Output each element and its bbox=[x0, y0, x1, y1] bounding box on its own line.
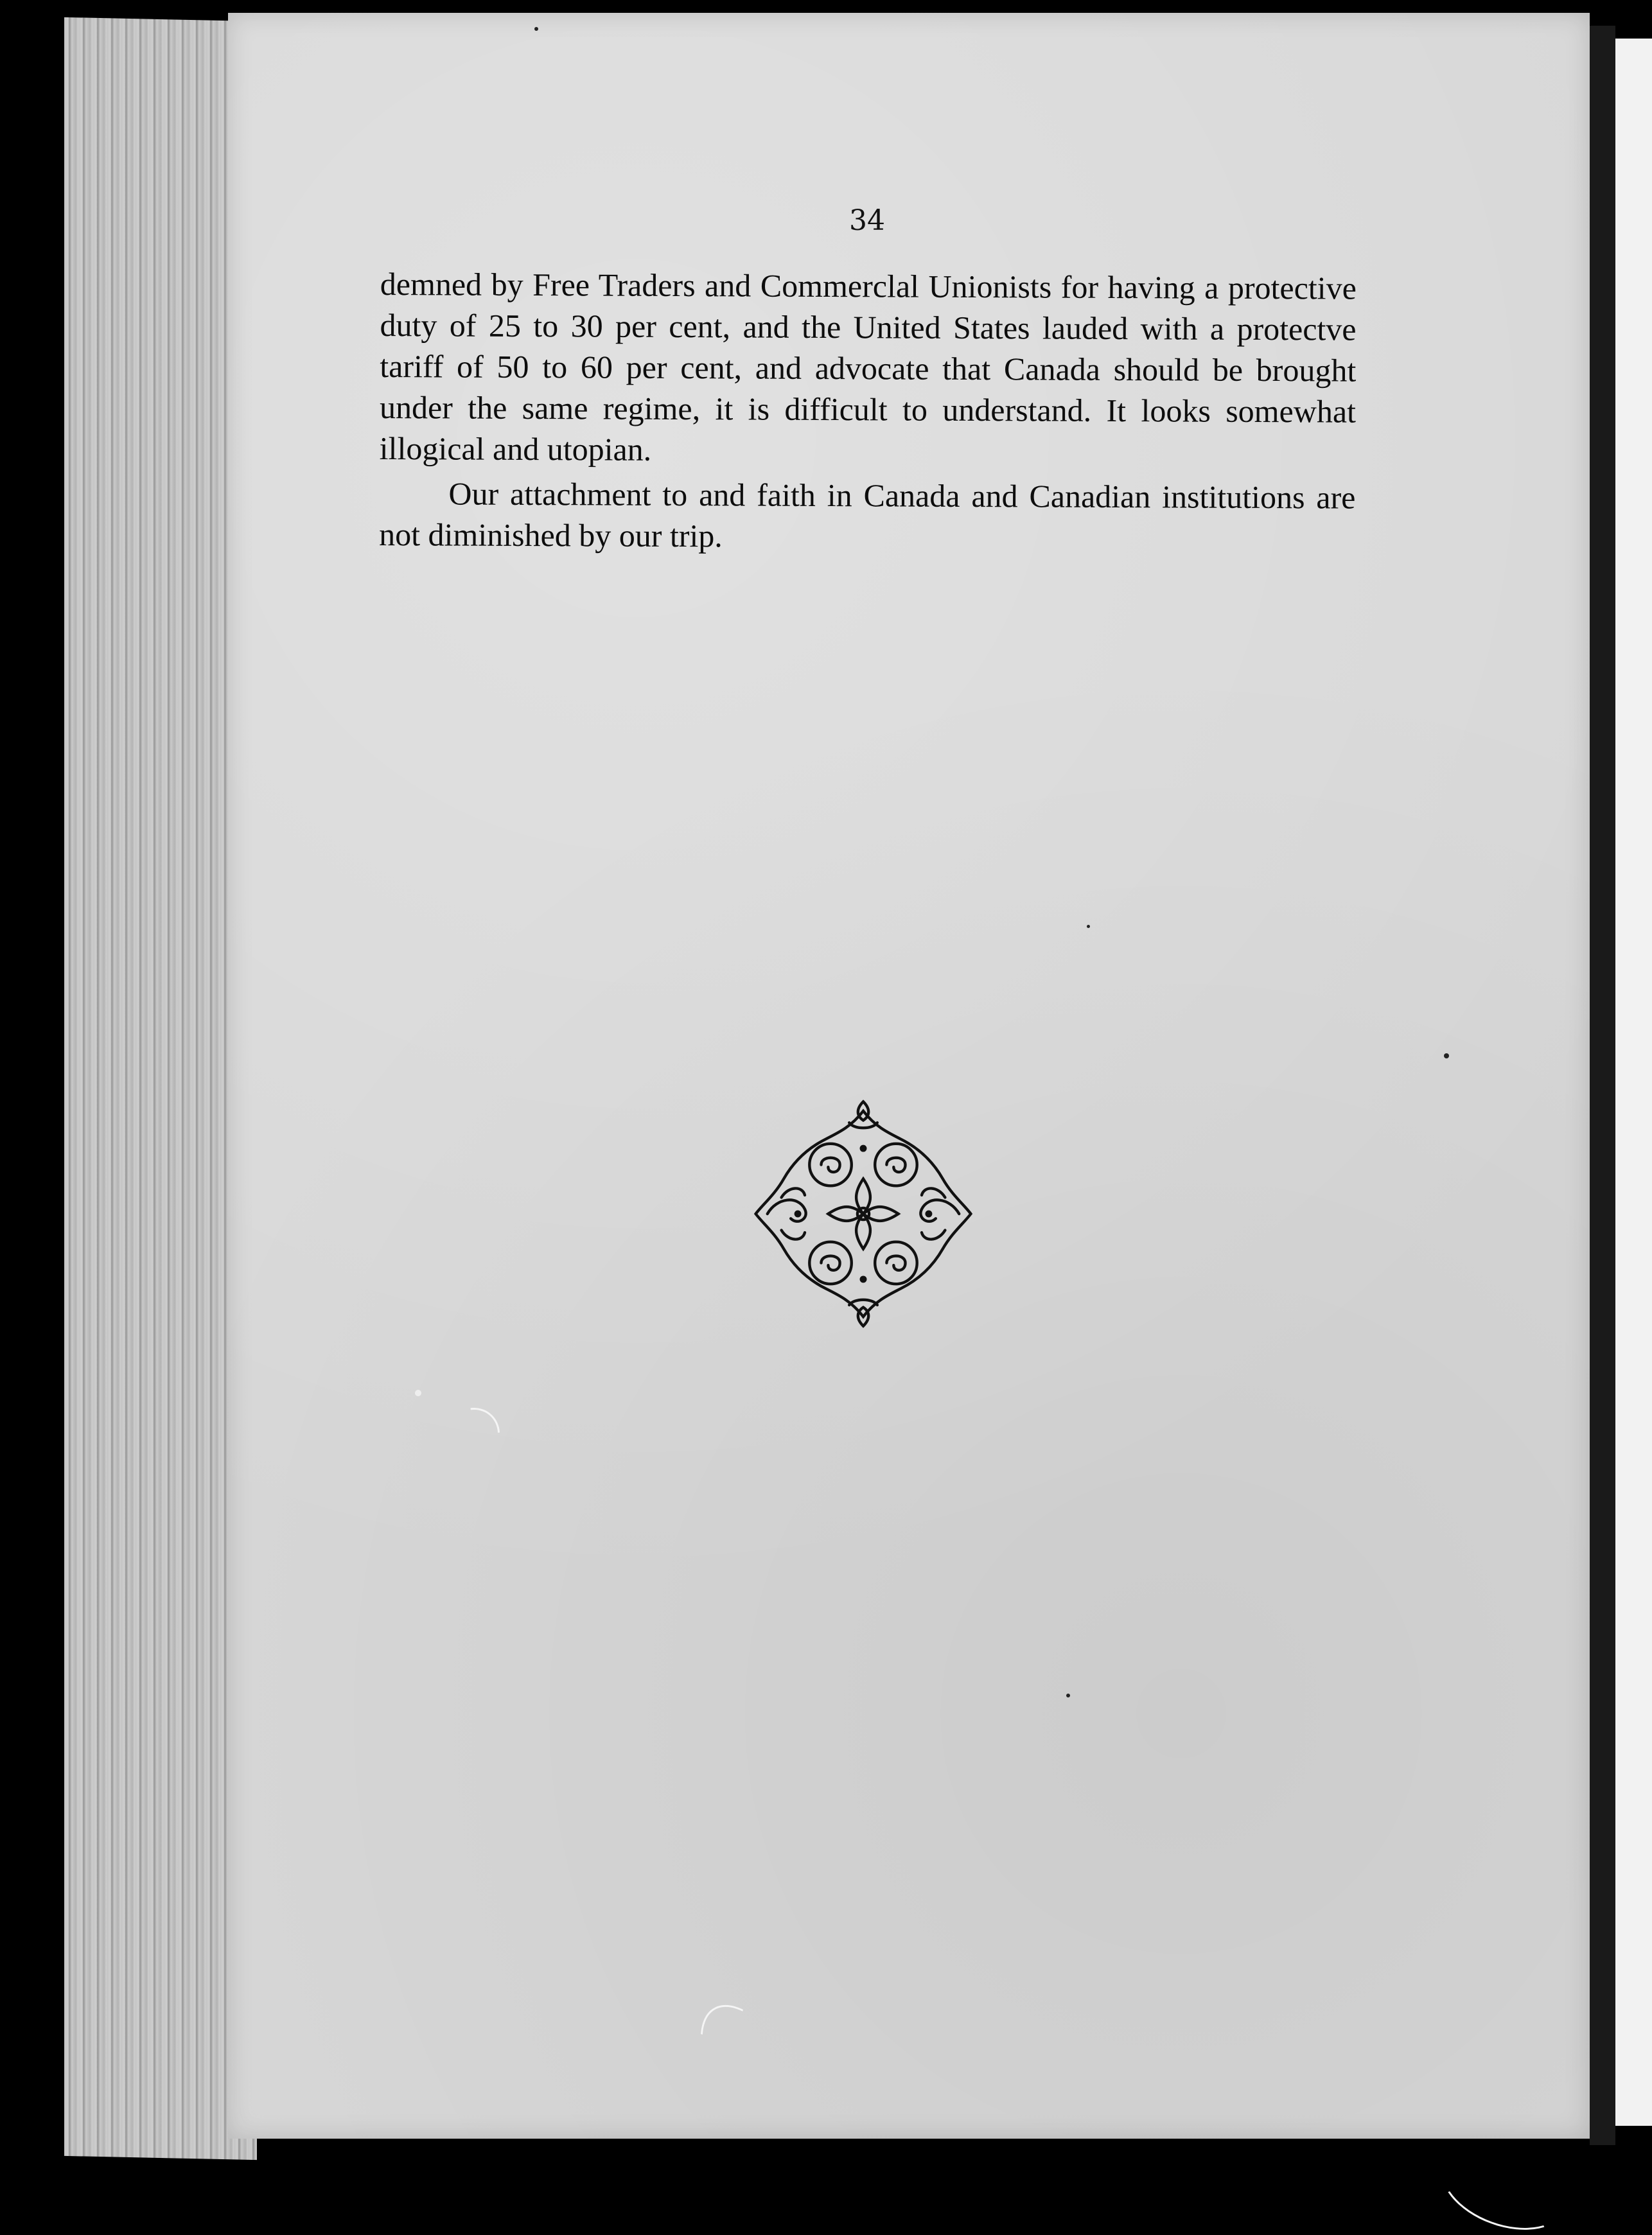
scan-speck bbox=[1066, 1694, 1070, 1697]
decorative-scroll-ornament-icon bbox=[746, 1097, 980, 1331]
facing-page-edge bbox=[1615, 39, 1652, 2126]
binding-shadow bbox=[1590, 26, 1615, 2145]
scan-speck bbox=[1444, 1053, 1449, 1058]
paragraph-2: Our attachment to and faith in Canada and Canadian institutions are not diminished by our trip. bbox=[379, 475, 1356, 554]
scan-speck bbox=[534, 27, 538, 31]
page-number: 34 bbox=[849, 204, 885, 237]
scan-speck bbox=[1087, 925, 1090, 928]
page-body-text bbox=[379, 263, 1357, 559]
scan-speck bbox=[415, 1390, 421, 1396]
paragraph-1: demned by Free Traders and Commerclal Unionists for having a protective duty of 25 to 30 per cent, and the United States lauded with a protectve tariff of 50 to 60 per cent, and advocate that Canada should be brought under the same regime, it is difficult to understand. It looks somewhat illogical and utopian. bbox=[379, 265, 1357, 468]
